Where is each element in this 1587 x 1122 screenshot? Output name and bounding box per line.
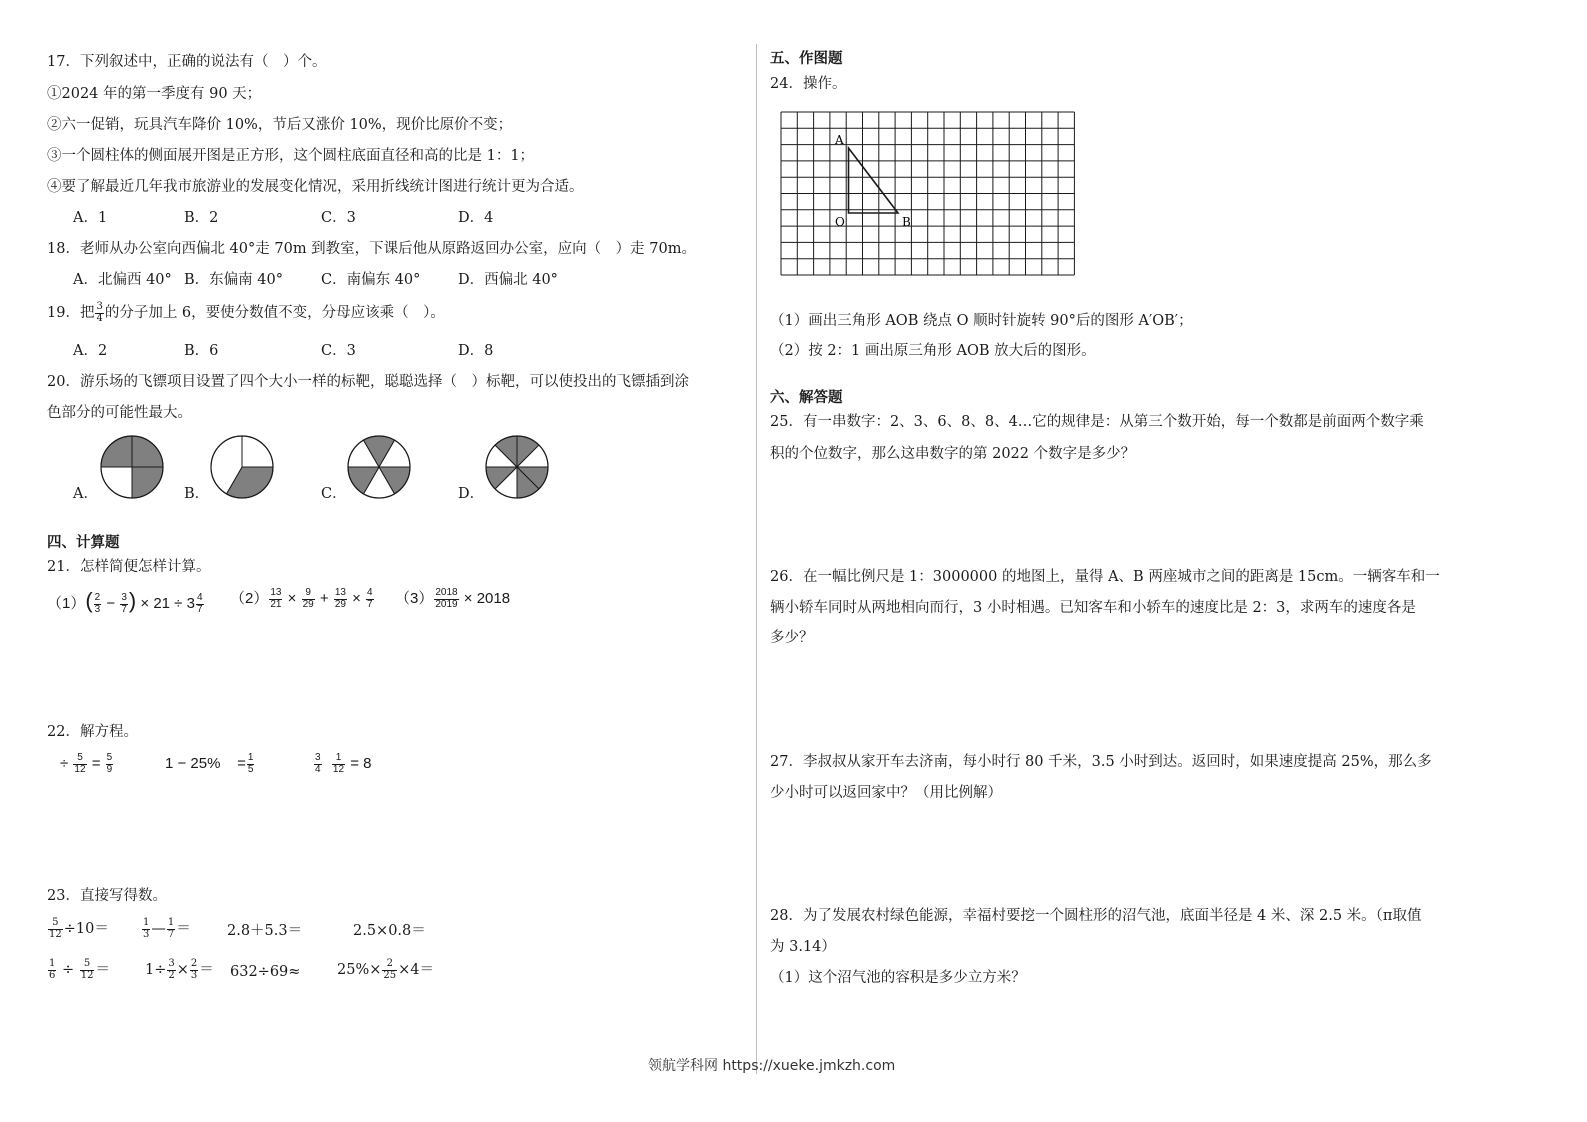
q18-option-b: B．东偏南 40° (184, 272, 283, 288)
target-c-dartboard (346, 434, 412, 500)
q19-option-a: A．2 (73, 343, 108, 359)
q28-line-1: 28．为了发展农村绿色能源，幸福村要挖一个圆柱形的沼气池，底面半径是 4 米、深 2.5 米。（π取值 (770, 908, 1422, 924)
q24-stem: 24．操作。 (770, 76, 847, 92)
q22-equation-3: $\frac{3}{4}$ $\frac{1}{12}$ = 8 (315, 752, 372, 775)
q20-option-b: B． (184, 486, 210, 502)
point-a-label: A (835, 133, 844, 147)
q21-part-2: （2） $\frac{13}{21}$ × $\frac{9}{29}$ + $\frac{13}{29}$ × $\frac{4}{7}$ (230, 587, 373, 610)
q25-line-2: 积的个位数字，那么这串数字的第 2022 个数字是多少？ (770, 446, 1136, 462)
q26-line-1: 26．在一幅比例尺是 1：3000000 的地图上，量得 A、B 两座城市之间的距离是 15cm。一辆客车和一 (770, 569, 1440, 585)
q19-option-d: D．8 (458, 343, 494, 359)
q23-row1-item4: 2.5×0.8＝ (353, 923, 426, 939)
q23-row2-item1: $\frac{1}{6}$ ÷ $\frac{5}{12}$ ＝ (49, 958, 110, 981)
point-b-label: B (902, 215, 911, 229)
q19-option-b: B．6 (184, 343, 219, 359)
section-4-heading: 四、计算题 (47, 534, 120, 551)
q17-option-c: C．3 (321, 210, 356, 226)
q22-equation-2: 1 − 25% = $\frac{1}{5}$ (165, 752, 254, 775)
q18-option-a: A．北偏西 40° (73, 272, 172, 288)
q20-option-c: C． (321, 486, 347, 502)
q24-part-1: （1）画出三角形 AOB 绕点 O 顺时针旋转 90°后的图形 A′OB′； (770, 313, 1193, 329)
q23-row2-item4: 25%× $\frac{2}{25}$ ×4＝ (337, 958, 434, 981)
q17-statement-1: ①2024 年的第一季度有 90 天； (47, 86, 262, 102)
section-5-heading: 五、作图题 (770, 50, 843, 67)
q23-stem: 23．直接写得数。 (47, 888, 167, 904)
q18-stem: 18．老师从办公室向西偏北 40°走 70m 到教室，下课后他从原路返回办公室，应向（ ）走 70m。 (47, 241, 696, 257)
q23-row2-item2: 1÷ $\frac{3}{2}$ × $\frac{2}{3}$ ＝ (145, 958, 214, 981)
q21-part-1: （1）( $\frac{2}{3}$ − $\frac{3}{7}$ ) × 21 ÷ 3 $\frac{4}{7}$ (47, 588, 203, 615)
q17-option-b: B．2 (184, 210, 219, 226)
q19-fraction: $\frac{3}{4}$ (96, 301, 103, 324)
q23-row1-item2: $\frac{1}{3}$ — $\frac{1}{7}$ ＝ (143, 917, 191, 940)
q17-statement-2: ②六一促销，玩具汽车降价 10%，节后又涨价 10%，现价比原价不变； (47, 117, 513, 133)
q20-line-2: 色部分的可能性最大。 (47, 405, 192, 421)
q25-line-1: 25．有一串数字：2、3、6、8、8、4…它的规律是：从第三个数开始，每一个数都是前面两个数字乘 (770, 414, 1424, 430)
q23-row1-item3: 2.8＋5.3＝ (227, 923, 303, 939)
q28-part-1: （1）这个沼气池的容积是多少立方米？ (770, 970, 1026, 986)
target-a-dartboard (99, 434, 165, 500)
target-b-dartboard (209, 434, 275, 500)
q24-part-2: （2）按 2：1 画出原三角形 AOB 放大后的图形。 (770, 343, 1096, 359)
column-divider (756, 44, 757, 1074)
q19-stem-pre: 19．把 (47, 305, 95, 321)
triangle-aob (849, 148, 899, 213)
q17-option-d: D．4 (458, 210, 494, 226)
q17-option-a: A．1 (73, 210, 108, 226)
q18-option-d: D．西偏北 40° (458, 272, 558, 288)
q19-stem (47, 302, 445, 324)
q23-row2-item3: 632÷69≈ (230, 964, 301, 980)
q26-line-3: 多少？ (770, 630, 814, 646)
target-d-dartboard (484, 434, 550, 500)
q18-option-c: C．南偏东 40° (321, 272, 421, 288)
q21-stem: 21．怎样简便怎样计算。 (47, 559, 211, 575)
q28-line-2: 为 3.14） (770, 939, 836, 955)
point-o-label: O (835, 215, 845, 229)
q26-line-2: 辆小轿车同时从两地相向而行，3 小时相遇。已知客车和小轿车的速度比是 2：3，求两车的速度各是 (770, 600, 1416, 616)
q20-line-1: 20．游乐场的飞镖项目设置了四个大小一样的标靶，聪聪选择（ ）标靶，可以使投出的飞镖插到涂 (47, 374, 689, 390)
footer-watermark: 领航学科网 https://xueke.jmkzh.com (648, 1058, 896, 1074)
q24-grid-figure (776, 108, 1076, 288)
q27-line-2: 少小时可以返回家中？（用比例解） (770, 785, 1002, 801)
q20-option-d: D． (458, 486, 485, 502)
q17-statement-4: ④要了解最近几年我市旅游业的发展变化情况，采用折线统计图进行统计更为合适。 (47, 179, 584, 195)
grid-lines (781, 112, 1074, 275)
q17-stem: 17．下列叙述中，正确的说法有（ ）个。 (47, 54, 327, 70)
q21-part-3: （3） $\frac{2018}{2019}$ × 2018 (395, 587, 511, 610)
section-6-heading: 六、解答题 (770, 389, 843, 406)
q22-equation-1: ÷ $\frac{5}{12}$ = $\frac{5}{9}$ (60, 752, 113, 775)
q27-line-1: 27．李叔叔从家开车去济南，每小时行 80 千米，3.5 小时到达。返回时，如果速度提高 25%，那么多 (770, 754, 1432, 770)
q19-option-c: C．3 (321, 343, 356, 359)
q20-option-a: A． (73, 486, 98, 502)
q17-statement-3: ③一个圆柱体的侧面展开图是正方形，这个圆柱底面直径和高的比是 1：1； (47, 148, 535, 164)
q19-stem-post: 的分子加上 6，要使分数值不变，分母应该乘（ ）。 (104, 305, 445, 321)
q23-row1-item1: $\frac{5}{12}$ ÷10＝ (49, 917, 109, 940)
q22-stem: 22．解方程。 (47, 724, 138, 740)
